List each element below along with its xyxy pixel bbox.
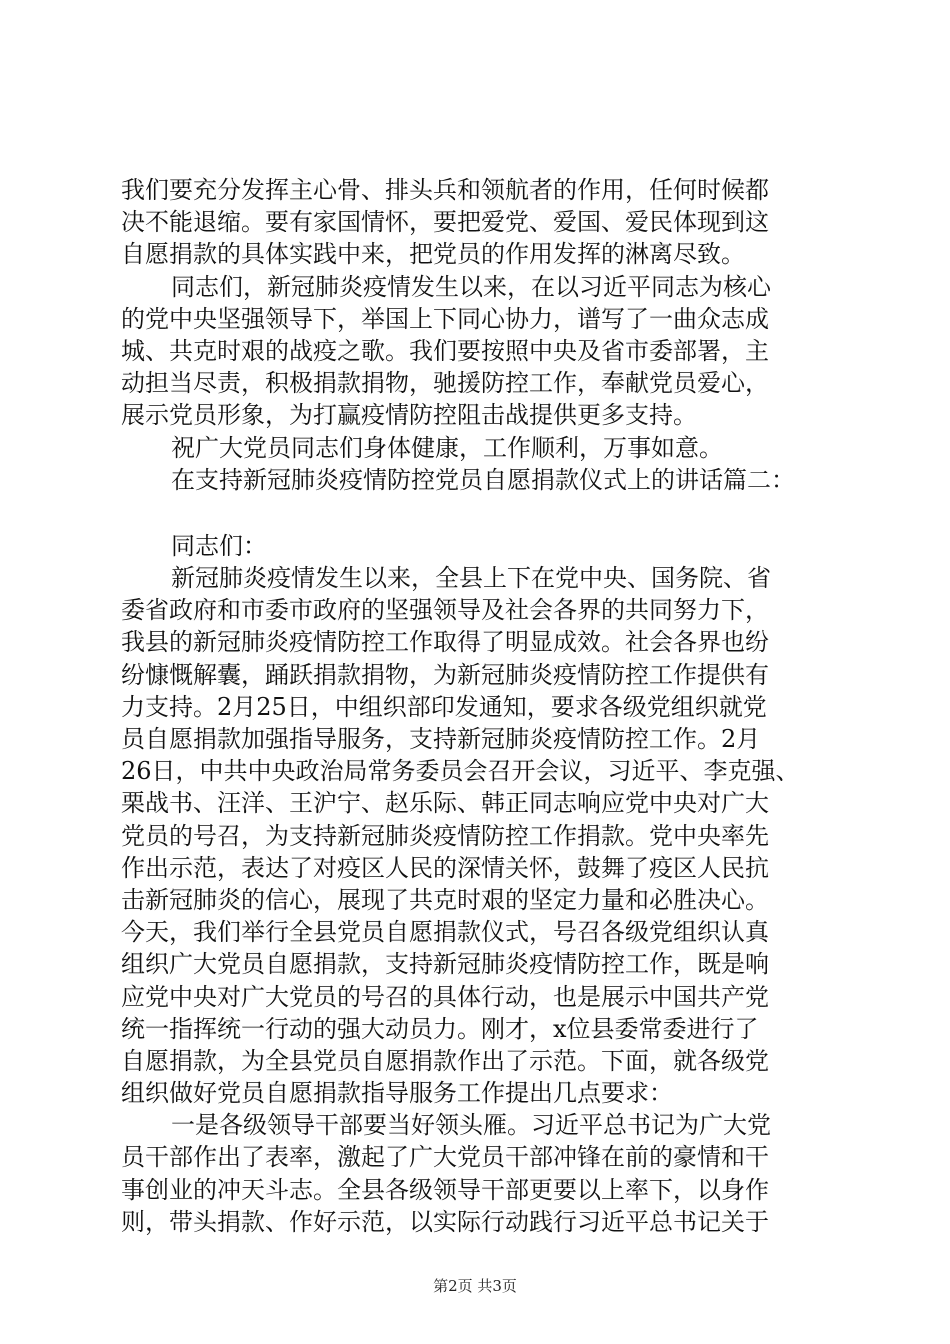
text-line: 委省政府和市委市政府的坚强领导及社会各界的共同努力下， <box>121 596 769 625</box>
text-line: 动担当尽责，积极捐款捐物，驰援防控工作，奉献党员爱心， <box>121 369 769 398</box>
salutation: 同志们： <box>171 531 267 560</box>
text-line: 统一指挥统一行动的强大动员力。刚才，x位县委常委进行了 <box>121 1014 759 1043</box>
text-line: 纷慷慨解囊，踊跃捐款捐物，为新冠肺炎疫情防控工作提供有 <box>121 660 769 689</box>
text-line: 力支持。2月25日，中组织部印发通知，要求各级党组织就党 <box>121 692 767 721</box>
text-line: 我县的新冠肺炎疫情防控工作取得了明显成效。社会各界也纷 <box>121 628 769 657</box>
text-line: 今天，我们举行全县党员自愿捐款仪式，号召各级党组织认真 <box>121 918 769 947</box>
text-line: 栗战书、汪洋、王沪宁、赵乐际、韩正同志响应党中央对广大 <box>121 789 769 818</box>
text-line: 事创业的冲天斗志。全县各级领导干部更要以上率下，以身作 <box>121 1175 769 1204</box>
paragraph-start-line: 新冠肺炎疫情发生以来，全县上下在党中央、国务院、省 <box>171 564 771 593</box>
text-line: 城、共克时艰的战疫之歌。我们要按照中央及省市委部署，主 <box>121 336 769 365</box>
text-line: 的党中央坚强领导下，举国上下同心协力，谱写了一曲众志成 <box>121 304 769 333</box>
section-title: 在支持新冠肺炎疫情防控党员自愿捐款仪式上的讲话篇二： <box>171 465 795 494</box>
paragraph-start-line: 同志们，新冠肺炎疫情发生以来，在以习近平同志为核心 <box>171 272 771 301</box>
text-line: 我们要充分发挥主心骨、排头兵和领航者的作用，任何时候都 <box>121 176 769 204</box>
text-line: 展示党员形象，为打赢疫情防控阻击战提供更多支持。 <box>121 401 697 430</box>
text-line: 击新冠肺炎的信心，展现了共克时艰的坚定力量和必胜决心。 <box>121 885 769 914</box>
page-number-footer: 第2页 共3页 <box>433 1277 517 1295</box>
text-line: 决不能退缩。要有家国情怀，要把爱党、爱国、爱民体现到这 <box>121 208 769 237</box>
paragraph-start-line: 一是各级领导干部要当好领头雁。习近平总书记为广大党 <box>171 1111 771 1140</box>
text-line: 自愿捐款，为全县党员自愿捐款作出了示范。下面，就各级党 <box>121 1046 769 1075</box>
text-line: 26日，中共中央政治局常务委员会召开会议，习近平、李克强、 <box>121 757 800 786</box>
text-line: 组织广大党员自愿捐款，支持新冠肺炎疫情防控工作，既是响 <box>121 950 769 979</box>
closing-wish-line: 祝广大党员同志们身体健康，工作顺利，万事如意。 <box>171 433 723 462</box>
text-line: 员干部作出了表率，激起了广大党员干部冲锋在前的豪情和干 <box>121 1143 769 1172</box>
text-line: 组织做好党员自愿捐款指导服务工作提出几点要求： <box>121 1079 673 1108</box>
document-body <box>121 174 841 1238</box>
text-line: 应党中央对广大党员的号召的具体行动，也是展示中国共产党 <box>121 982 769 1011</box>
text-line: 作出示范，表达了对疫区人民的深情关怀，鼓舞了疫区人民抗 <box>121 853 769 882</box>
text-line: 则，带头捐款、作好示范，以实际行动践行习近平总书记关于 <box>121 1207 769 1236</box>
text-line: 员自愿捐款加强指导服务，支持新冠肺炎疫情防控工作。2月 <box>121 725 761 753</box>
text-line: 党员的号召，为支持新冠肺炎疫情防控工作捐款。党中央率先 <box>121 821 769 850</box>
text-line: 自愿捐款的具体实践中来，把党员的作用发挥的淋离尽致。 <box>121 240 745 269</box>
section-gap <box>121 496 841 530</box>
